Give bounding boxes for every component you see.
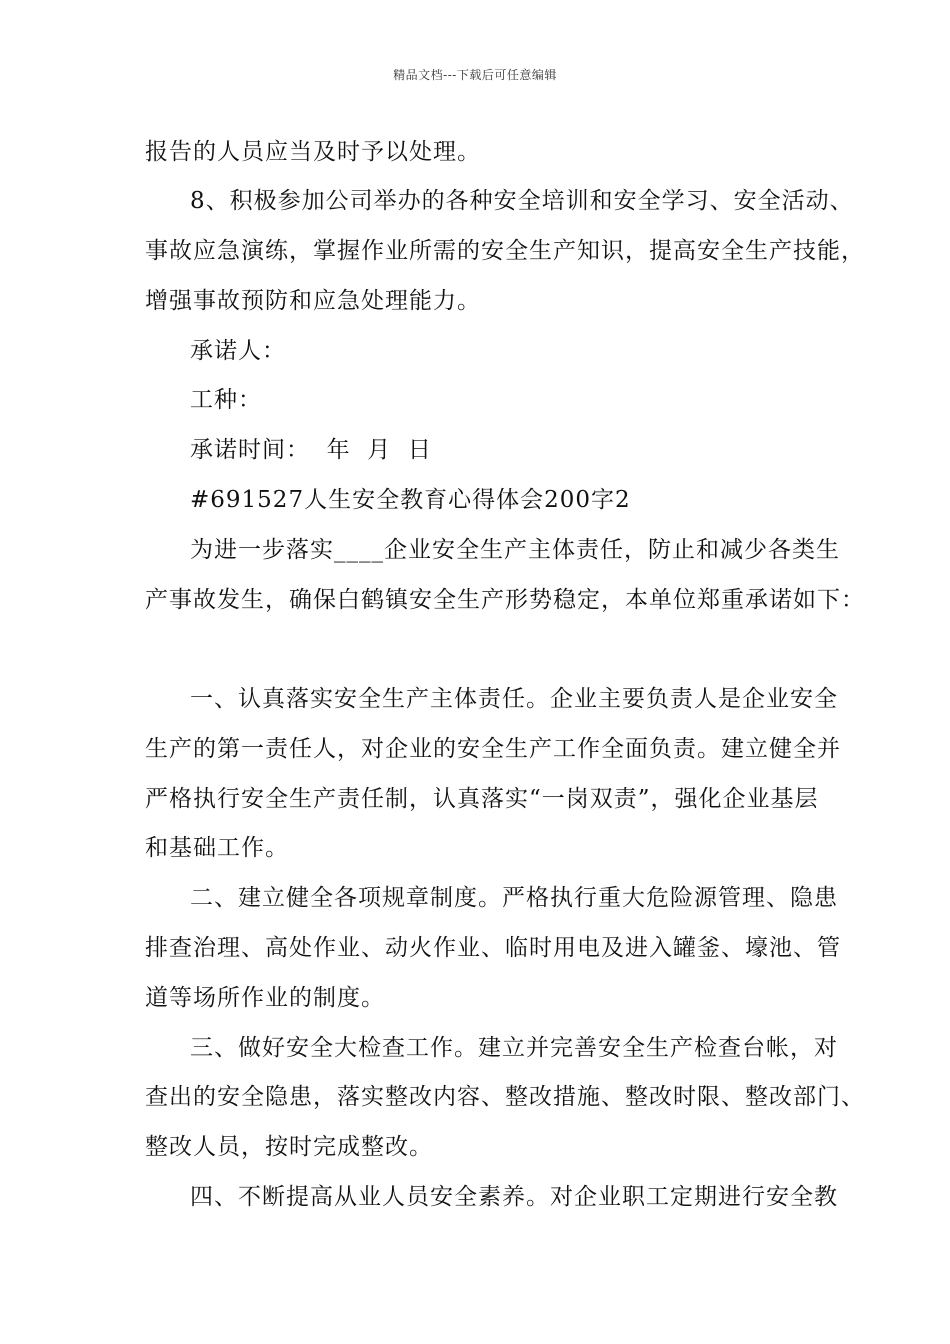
text-line: 生产的第一责任人，对企业的安全生产工作全面负责。建立健全并 xyxy=(145,736,841,762)
text-line: 查出的安全隐患，落实整改内容、整改措施、整改时限、整改部门、 xyxy=(145,1084,865,1110)
text-line: 严格执行安全生产责任制，认真落实“一岗双责”，强化企业基层 xyxy=(145,786,819,812)
text-line: 产事故发生，确保白鹤镇安全生产形势稳定，本单位郑重承诺如下： xyxy=(145,587,865,613)
text-line: 二、建立健全各项规章制度。严格执行重大危险源管理、隐患 xyxy=(190,885,838,911)
text-line: 工种： xyxy=(190,387,262,413)
text-line: 整改人员，按时完成整改。 xyxy=(145,1134,433,1160)
text-line: 为进一步落实____企业安全生产主体责任，防止和减少各类生 xyxy=(190,537,840,563)
text-line: 承诺时间： 年 月 日 xyxy=(190,437,432,463)
text-line: 三、做好安全大检查工作。建立并完善安全生产检查台帐，对 xyxy=(190,1035,838,1061)
subtitle-line: #691527人生安全教育心得体会200字2 xyxy=(190,487,631,513)
text-line: 排查治理、高处作业、动火作业、临时用电及进入罐釜、壕池、管 xyxy=(145,935,841,961)
text-line: 事故应急演练，掌握作业所需的安全生产知识，提高安全生产技能， xyxy=(145,238,865,264)
text-line: 承诺人： xyxy=(190,338,286,364)
text-line: 和基础工作。 xyxy=(145,835,289,861)
page-header: 精品文档---下载后可任意编辑 xyxy=(393,68,557,82)
text-line: 一、认真落实安全生产主体责任。企业主要负责人是企业安全 xyxy=(190,686,838,712)
text-line: 8、积极参加公司举办的各种安全培训和安全学习、安全活动、 xyxy=(190,188,854,214)
text-line: 道等场所作业的制度。 xyxy=(145,985,385,1011)
text-line: 报告的人员应当及时予以处理。 xyxy=(145,139,481,165)
text-line: 四、不断提高从业人员安全素养。对企业职工定期进行安全教 xyxy=(190,1184,838,1210)
text-line: 增强事故预防和应急处理能力。 xyxy=(145,288,481,314)
